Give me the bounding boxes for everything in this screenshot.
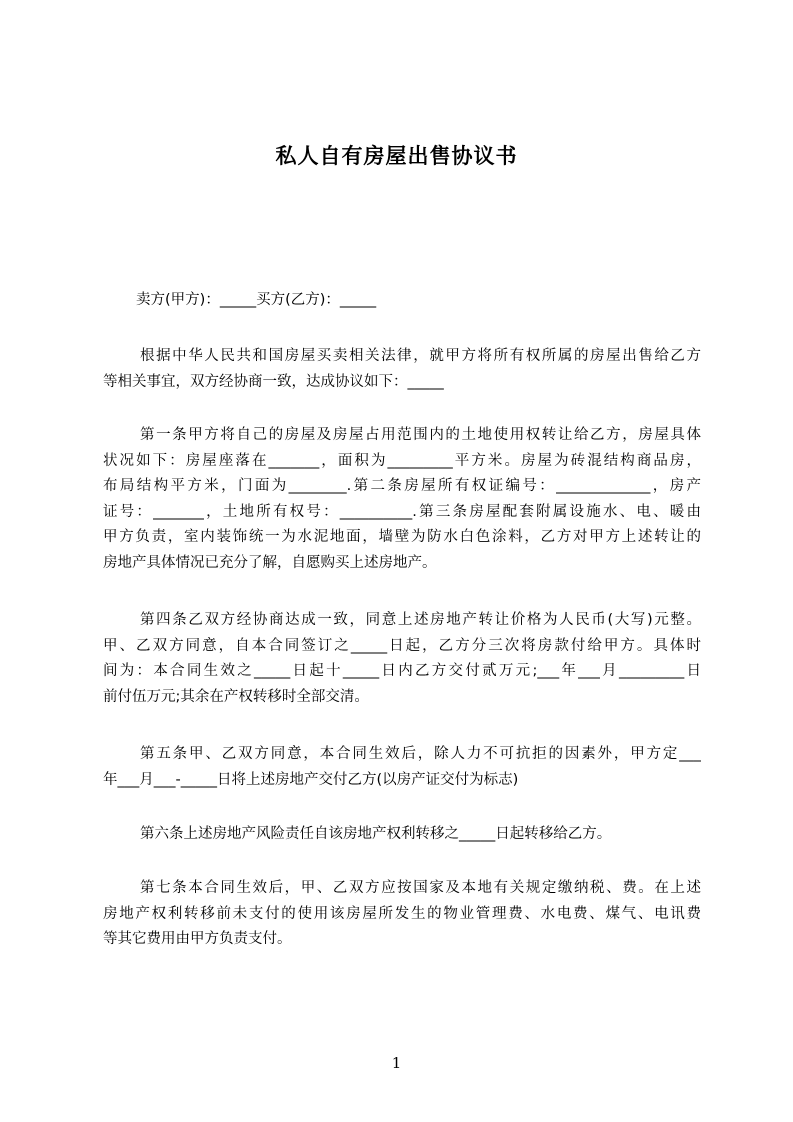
document-title: 私人自有房屋出售协议书 — [275, 144, 518, 168]
article-7-paragraph — [103, 876, 701, 953]
article-5-line: 年___月___-_____日将上述房地产交付乙方(以房产证交付为标志) — [103, 771, 519, 788]
article-7-line: 第七条本合同生效后，甲、乙双方应按国家及本地有关规定缴纳税、费。在上述 — [140, 880, 701, 896]
intro-line: 等相关事宜，双方经协商一致，达成协议如下：_____ — [103, 373, 444, 390]
article-4-line: 前付伍万元;其余在产权转移时全部交清。 — [103, 688, 369, 705]
article-1-line: 状况如下：房屋座落在_______，面积为_________平方米。房屋为砖混结构商品房， — [103, 452, 701, 469]
article-5-line: 第五条甲、乙双方同意，本合同生效后，除人力不可抗拒的因素外，甲方定___ — [140, 746, 701, 762]
article-4-line: 间为：本合同生效之_____日起十_____日内乙方交付贰万元;___年___月_________日 — [103, 663, 701, 679]
article-6-line: 第六条上述房地产风险责任自该房地产权利转移之_____日起转移给乙方。 — [140, 826, 612, 842]
article-5-paragraph — [103, 742, 701, 793]
article-4-line: 甲、乙双方同意，自本合同签订之_____日起，乙方分三次将房款付给甲方。具体时 — [103, 637, 701, 654]
intro-line: 根据中华人民共和国房屋买卖相关法律，就甲方将所有权所属的房屋出售给乙方 — [140, 348, 701, 364]
article-4-paragraph — [103, 608, 701, 710]
page-number: 1 — [391, 1054, 402, 1072]
article-7-line: 房地产权利转移前未支付的使用该房屋所发生的物业管理费、水电费、煤气、电讯费 — [103, 905, 701, 922]
article-4-line: 第四条乙双方经协商达成一致，同意上述房地产转让价格为人民币(大写)元整。 — [140, 612, 701, 628]
article-1-paragraph — [103, 423, 701, 576]
article-1-line: 布局结构平方米，门面为________.第二条房屋所有权证编号：_____________，房产 — [103, 478, 701, 494]
article-7-line: 等其它费用由甲方负责支付。 — [103, 931, 292, 947]
article-1-line: 第一条甲方将自己的房屋及房屋占用范围内的土地使用权转让给乙方，房屋具体 — [140, 427, 701, 443]
article-1-line: 证号：_______，土地所有权号：__________.第三条房屋配套附属设施水、电、暖由 — [103, 503, 701, 520]
article-1-line: 房地产具体情况已充分了解，自愿购买上述房地产。 — [103, 554, 437, 571]
article-6-paragraph — [103, 822, 701, 848]
intro-paragraph — [103, 344, 701, 395]
article-1-line: 甲方负责，室内装饰统一为水泥地面，墙壁为防水白色涂料，乙方对甲方上述转让的 — [103, 529, 701, 545]
parties-line: 卖方(甲方)：_____买方(乙方)：_____ — [136, 292, 377, 308]
